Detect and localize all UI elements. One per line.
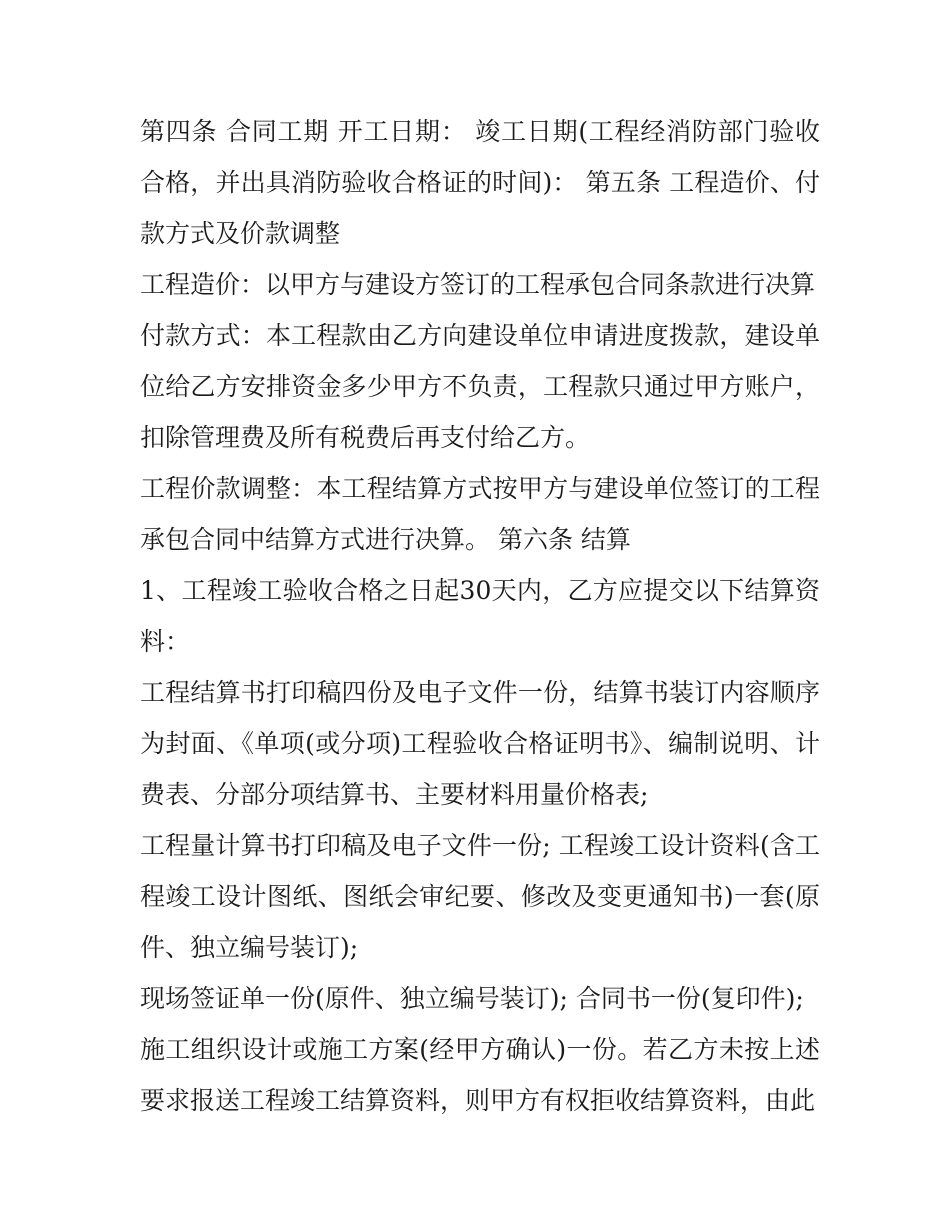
paragraph-payment-method: 付款方式：本工程款由乙方向建设单位申请进度拨款，建设单位给乙方安排资金多少甲方不负责，工程款只通过甲方账户，扣除管理费及所有税费后再支付给乙方。: [140, 321, 820, 452]
paragraph-project-cost: 工程造价：以甲方与建设方签订的工程承包合同条款进行决算: [140, 270, 816, 299]
document-body: [140, 106, 820, 1126]
paragraph-quantity-calculation: 工程量计算书打印稿及电子文件一份; 工程竣工设计资料(含工程竣工设计图纸、图纸会审纪要、修改及变更通知书)一套(原件、独立编号装订);: [140, 831, 820, 962]
paragraph-price-adjustment: 工程价款调整：本工程结算方式按甲方与建设单位签订的工程承包合同中结算方式进行决算。 第六条 结算: [140, 474, 820, 554]
paragraph-site-visa: 现场签证单一份(原件、独立编号装订); 合同书一份(复印件);: [140, 984, 804, 1013]
paragraph-article-4-5: 第四条 合同工期 开工日期： 竣工日期(工程经消防部门验收合格，并出具消防验收合格证的时间)： 第五条 工程造价、付款方式及价款调整: [140, 117, 820, 248]
paragraph-settlement-book: 工程结算书打印稿四份及电子文件一份，结算书装订内容顺序为封面、《单项(或分项)工程验收合格证明书》、编制说明、计费表、分部分项结算书、主要材料用量价格表;: [140, 678, 820, 809]
paragraph-settlement-item-1: 1、工程竣工验收合格之日起30天内，乙方应提交以下结算资料：: [140, 576, 820, 656]
paragraph-construction-plan: 施工组织设计或施工方案(经甲方确认)一份。若乙方未按上述要求报送工程竣工结算资料，则甲方有权拒收结算资料，由此: [140, 1035, 820, 1115]
